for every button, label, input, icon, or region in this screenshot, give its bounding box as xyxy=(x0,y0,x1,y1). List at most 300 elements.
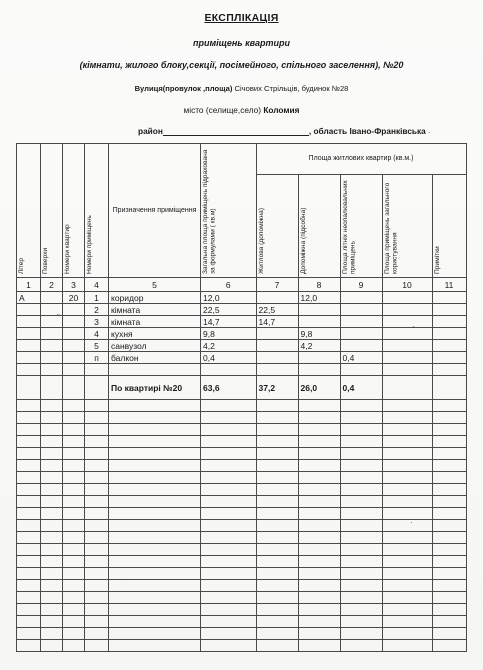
table-row-empty xyxy=(17,628,467,640)
table-cell xyxy=(256,292,298,304)
table-cell xyxy=(109,568,201,580)
table-cell xyxy=(63,328,85,340)
column-number: 9 xyxy=(340,278,382,292)
table-cell xyxy=(432,484,466,496)
table-cell xyxy=(432,292,466,304)
table-cell xyxy=(432,520,466,532)
table-cell: п xyxy=(85,352,109,364)
table-cell xyxy=(382,448,432,460)
table-cell xyxy=(17,424,41,436)
table-cell xyxy=(109,580,201,592)
table-cell xyxy=(85,508,109,520)
table-cell xyxy=(63,616,85,628)
table-cell xyxy=(382,544,432,556)
scan-mark: . xyxy=(428,126,431,135)
table-cell: 0,4 xyxy=(340,352,382,364)
table-cell xyxy=(17,436,41,448)
table-cell xyxy=(256,352,298,364)
table-cell xyxy=(382,556,432,568)
table-row-empty xyxy=(17,616,467,628)
col-header-purpose: Призначення приміщення xyxy=(112,206,197,214)
scan-mark: · xyxy=(412,322,415,331)
table-cell xyxy=(17,544,41,556)
table-cell: санвузол xyxy=(109,340,201,352)
table-cell xyxy=(256,424,298,436)
table-cell xyxy=(432,472,466,484)
table-cell xyxy=(256,568,298,580)
table-cell: коридор xyxy=(109,292,201,304)
table-cell xyxy=(298,556,340,568)
table-cell: кімната xyxy=(109,316,201,328)
table-cell xyxy=(256,580,298,592)
table-cell xyxy=(382,472,432,484)
table-cell xyxy=(201,460,257,472)
table-cell: По квартирі №20 xyxy=(109,376,201,400)
table-cell xyxy=(201,640,257,652)
table-cell xyxy=(201,628,257,640)
table-cell xyxy=(432,568,466,580)
table-cell xyxy=(17,592,41,604)
table-cell xyxy=(201,448,257,460)
table-cell xyxy=(85,532,109,544)
table-cell xyxy=(432,400,466,412)
table-cell xyxy=(256,412,298,424)
table-cell xyxy=(63,520,85,532)
table-cell xyxy=(109,484,201,496)
table-cell xyxy=(340,340,382,352)
table-cell xyxy=(17,376,41,400)
scan-mark: " xyxy=(57,313,60,322)
table-cell xyxy=(432,460,466,472)
table-cell xyxy=(432,424,466,436)
table-cell xyxy=(432,304,466,316)
col-header-total-area: Загальна площа приміщень підрахована за формулами ( кв.м) xyxy=(202,149,217,274)
table-cell xyxy=(432,532,466,544)
table-cell xyxy=(109,532,201,544)
table-cell xyxy=(201,580,257,592)
table-cell xyxy=(201,400,257,412)
table-cell xyxy=(85,640,109,652)
table-cell xyxy=(256,604,298,616)
table-cell xyxy=(85,436,109,448)
address-value: Січових Стрільців, будинок №28 xyxy=(234,84,349,93)
table-cell xyxy=(41,292,63,304)
city-line xyxy=(0,105,483,115)
table-cell xyxy=(340,592,382,604)
table-cell: 1 xyxy=(85,292,109,304)
table-cell xyxy=(298,448,340,460)
table-cell xyxy=(109,436,201,448)
table-cell xyxy=(298,520,340,532)
column-number: 7 xyxy=(256,278,298,292)
table-cell xyxy=(17,604,41,616)
table-cell xyxy=(85,412,109,424)
table-cell xyxy=(41,448,63,460)
table-cell xyxy=(382,352,432,364)
table-cell xyxy=(432,496,466,508)
table-cell: 5 xyxy=(85,340,109,352)
table-cell xyxy=(340,568,382,580)
table-cell xyxy=(201,436,257,448)
table-cell: 22,5 xyxy=(256,304,298,316)
table-cell xyxy=(298,508,340,520)
table-cell xyxy=(256,460,298,472)
table-cell xyxy=(17,400,41,412)
table-cell xyxy=(63,304,85,316)
table-cell xyxy=(382,376,432,400)
table-row-empty xyxy=(17,580,467,592)
table-row-empty xyxy=(17,556,467,568)
table-cell xyxy=(340,448,382,460)
table-cell xyxy=(256,328,298,340)
table-cell xyxy=(17,316,41,328)
table-row-empty xyxy=(17,640,467,652)
table-cell xyxy=(340,484,382,496)
table-cell xyxy=(63,376,85,400)
table-cell xyxy=(298,316,340,328)
table-row xyxy=(17,292,467,304)
table-cell xyxy=(432,628,466,640)
table-cell xyxy=(85,400,109,412)
table-cell xyxy=(85,472,109,484)
table-cell: 14,7 xyxy=(201,316,257,328)
table-row-empty xyxy=(17,484,467,496)
table-cell xyxy=(298,604,340,616)
table-cell xyxy=(382,292,432,304)
table-cell xyxy=(63,484,85,496)
table-cell: кухня xyxy=(109,328,201,340)
table-cell: А xyxy=(17,292,41,304)
table-cell xyxy=(382,484,432,496)
table-row xyxy=(17,376,467,400)
table-cell xyxy=(432,376,466,400)
table-cell xyxy=(63,352,85,364)
table-cell xyxy=(41,520,63,532)
table-cell xyxy=(17,352,41,364)
table-cell xyxy=(256,520,298,532)
table-cell xyxy=(256,472,298,484)
table-cell xyxy=(63,640,85,652)
table-cell xyxy=(85,628,109,640)
table-cell xyxy=(340,556,382,568)
table-cell xyxy=(41,436,63,448)
table-cell xyxy=(41,424,63,436)
table-cell xyxy=(298,400,340,412)
table-cell xyxy=(17,508,41,520)
table-cell xyxy=(85,568,109,580)
table-cell xyxy=(256,616,298,628)
table-cell xyxy=(382,412,432,424)
table-row-empty xyxy=(17,412,467,424)
table-cell xyxy=(382,628,432,640)
table-cell xyxy=(17,472,41,484)
table-cell: 0,4 xyxy=(340,376,382,400)
table-cell xyxy=(201,568,257,580)
scan-mark: · xyxy=(410,518,413,527)
district-blank xyxy=(163,126,309,136)
table-cell xyxy=(109,400,201,412)
table-cell xyxy=(85,496,109,508)
table-cell xyxy=(41,640,63,652)
table-cell xyxy=(41,472,63,484)
table-cell xyxy=(109,424,201,436)
table-cell xyxy=(85,544,109,556)
table-cell xyxy=(382,508,432,520)
table-cell xyxy=(382,424,432,436)
table-cell xyxy=(201,412,257,424)
table-cell xyxy=(63,412,85,424)
table-cell xyxy=(17,556,41,568)
table-cell xyxy=(41,460,63,472)
column-number: 8 xyxy=(298,278,340,292)
table-cell xyxy=(17,532,41,544)
table-cell xyxy=(17,364,41,376)
group-header-living-area: Площа житлових квартир (кв.м.) xyxy=(256,144,466,175)
table-cell xyxy=(298,592,340,604)
table-cell xyxy=(63,592,85,604)
table-cell xyxy=(340,460,382,472)
col-header-living: Житлова (допоміжна) xyxy=(257,207,265,274)
table-cell: 22,5 xyxy=(201,304,257,316)
table-cell xyxy=(298,412,340,424)
table-cell xyxy=(340,604,382,616)
table-cell xyxy=(432,316,466,328)
table-cell xyxy=(340,628,382,640)
table-cell xyxy=(109,496,201,508)
table-cell xyxy=(109,640,201,652)
column-number: 10 xyxy=(382,278,432,292)
col-header-notes: Примітки xyxy=(433,246,441,274)
address-line xyxy=(0,84,483,93)
table-cell xyxy=(85,424,109,436)
table-cell xyxy=(41,532,63,544)
table-cell xyxy=(382,460,432,472)
table-cell xyxy=(201,424,257,436)
table-cell xyxy=(340,304,382,316)
table-row xyxy=(17,352,467,364)
table-cell xyxy=(382,364,432,376)
table-cell xyxy=(432,592,466,604)
table-cell xyxy=(109,592,201,604)
table-cell: 3 xyxy=(85,316,109,328)
document-subtitle-apartment: (кімнати, жилого блоку,секції, посімейного, спільного заселення), №20 xyxy=(79,60,404,70)
table-cell xyxy=(63,508,85,520)
table-cell xyxy=(298,484,340,496)
table-cell xyxy=(201,544,257,556)
table-cell xyxy=(201,592,257,604)
table-cell xyxy=(201,616,257,628)
table-cell xyxy=(41,376,63,400)
table-row xyxy=(17,340,467,352)
table-cell xyxy=(85,556,109,568)
table-cell xyxy=(85,448,109,460)
table-cell xyxy=(41,604,63,616)
table-cell: 2 xyxy=(85,304,109,316)
table-cell xyxy=(201,556,257,568)
table-cell xyxy=(63,448,85,460)
table-cell xyxy=(17,568,41,580)
table-cell xyxy=(17,580,41,592)
table-cell xyxy=(256,400,298,412)
table-cell xyxy=(17,304,41,316)
table-cell xyxy=(17,484,41,496)
table-cell: 4 xyxy=(85,328,109,340)
table-cell xyxy=(298,364,340,376)
table-cell xyxy=(340,508,382,520)
table-row-empty xyxy=(17,520,467,532)
table-cell xyxy=(382,616,432,628)
table-cell: 4,2 xyxy=(201,340,257,352)
table-cell xyxy=(41,340,63,352)
table-cell xyxy=(298,424,340,436)
table-cell xyxy=(109,460,201,472)
table-cell xyxy=(63,436,85,448)
table-cell xyxy=(109,412,201,424)
table-cell xyxy=(109,556,201,568)
table-cell: 4,2 xyxy=(298,340,340,352)
table-cell xyxy=(17,496,41,508)
table-cell xyxy=(201,508,257,520)
table-cell xyxy=(41,496,63,508)
table-cell xyxy=(298,628,340,640)
column-number: 1 xyxy=(17,278,41,292)
column-number: 3 xyxy=(63,278,85,292)
table-row xyxy=(17,364,467,376)
table-cell: балкон xyxy=(109,352,201,364)
address-prefix: Вулиця(провулок ,площа) xyxy=(134,84,233,93)
table-cell xyxy=(109,364,201,376)
table-cell xyxy=(382,328,432,340)
table-cell xyxy=(382,640,432,652)
table-cell xyxy=(63,364,85,376)
table-cell: 20 xyxy=(63,292,85,304)
table-cell xyxy=(382,604,432,616)
table-cell xyxy=(41,568,63,580)
table-cell xyxy=(201,604,257,616)
table-cell xyxy=(298,304,340,316)
table-cell xyxy=(109,520,201,532)
document-subtitle: приміщень квартири xyxy=(192,38,290,48)
table-cell xyxy=(340,316,382,328)
table-cell xyxy=(256,436,298,448)
table-cell xyxy=(85,484,109,496)
table-cell xyxy=(298,496,340,508)
table-cell xyxy=(382,400,432,412)
table-cell xyxy=(432,352,466,364)
table-cell xyxy=(41,580,63,592)
table-cell xyxy=(340,292,382,304)
table-cell xyxy=(432,448,466,460)
table-cell xyxy=(340,400,382,412)
table-cell xyxy=(340,328,382,340)
table-row xyxy=(17,328,467,340)
table-cell xyxy=(41,484,63,496)
table-cell xyxy=(256,448,298,460)
table-row-empty xyxy=(17,448,467,460)
table-cell xyxy=(298,580,340,592)
table-cell xyxy=(85,376,109,400)
table-cell xyxy=(340,520,382,532)
table-cell xyxy=(256,556,298,568)
table-cell xyxy=(41,412,63,424)
table-row xyxy=(17,316,467,328)
column-number: 4 xyxy=(85,278,109,292)
table-cell xyxy=(340,412,382,424)
table-cell xyxy=(298,616,340,628)
table-cell xyxy=(340,364,382,376)
table-cell xyxy=(382,532,432,544)
table-cell xyxy=(340,532,382,544)
table-cell xyxy=(256,640,298,652)
table-cell xyxy=(17,340,41,352)
table-cell xyxy=(63,532,85,544)
table-cell xyxy=(41,628,63,640)
table-cell xyxy=(109,508,201,520)
col-header-litera: Літер xyxy=(18,257,25,274)
table-cell xyxy=(432,556,466,568)
table-cell: 26,0 xyxy=(298,376,340,400)
table-cell xyxy=(432,412,466,424)
table-cell xyxy=(63,544,85,556)
table-cell xyxy=(109,616,201,628)
table-cell xyxy=(109,604,201,616)
district-region: , область Івано-Франківська xyxy=(308,126,426,136)
table-cell xyxy=(256,364,298,376)
table-cell xyxy=(41,592,63,604)
table-cell xyxy=(256,592,298,604)
table-row-empty xyxy=(17,544,467,556)
col-header-auxiliary: Допоміжна (підсобна) xyxy=(299,207,307,274)
table-row-empty xyxy=(17,496,467,508)
table-cell xyxy=(63,472,85,484)
table-cell xyxy=(63,556,85,568)
document-title: ЕКСПЛІКАЦІЯ xyxy=(204,12,279,24)
table-cell xyxy=(432,544,466,556)
table-cell xyxy=(340,616,382,628)
table-cell xyxy=(340,640,382,652)
table-cell xyxy=(256,532,298,544)
table-row-empty xyxy=(17,604,467,616)
table-cell xyxy=(17,628,41,640)
table-cell xyxy=(109,544,201,556)
table-cell xyxy=(298,436,340,448)
table-cell xyxy=(298,544,340,556)
table-cell xyxy=(432,328,466,340)
table-cell xyxy=(432,580,466,592)
table-cell xyxy=(63,496,85,508)
table-cell xyxy=(63,628,85,640)
table-cell xyxy=(256,628,298,640)
table-cell xyxy=(382,568,432,580)
table-cell xyxy=(41,556,63,568)
col-header-apartment-numbers: Номери квартир xyxy=(64,224,71,274)
table-cell xyxy=(382,340,432,352)
table-cell xyxy=(201,472,257,484)
table-cell: 14,7 xyxy=(256,316,298,328)
table-cell xyxy=(63,400,85,412)
table-cell: 37,2 xyxy=(256,376,298,400)
table-row-empty xyxy=(17,400,467,412)
city-prefix: місто (селище,село) xyxy=(183,105,262,115)
table-cell xyxy=(109,628,201,640)
table-cell xyxy=(432,616,466,628)
table-cell xyxy=(85,364,109,376)
table-row-empty xyxy=(17,436,467,448)
table-cell xyxy=(41,400,63,412)
table-cell xyxy=(432,604,466,616)
table-row-empty xyxy=(17,472,467,484)
table-cell xyxy=(41,508,63,520)
